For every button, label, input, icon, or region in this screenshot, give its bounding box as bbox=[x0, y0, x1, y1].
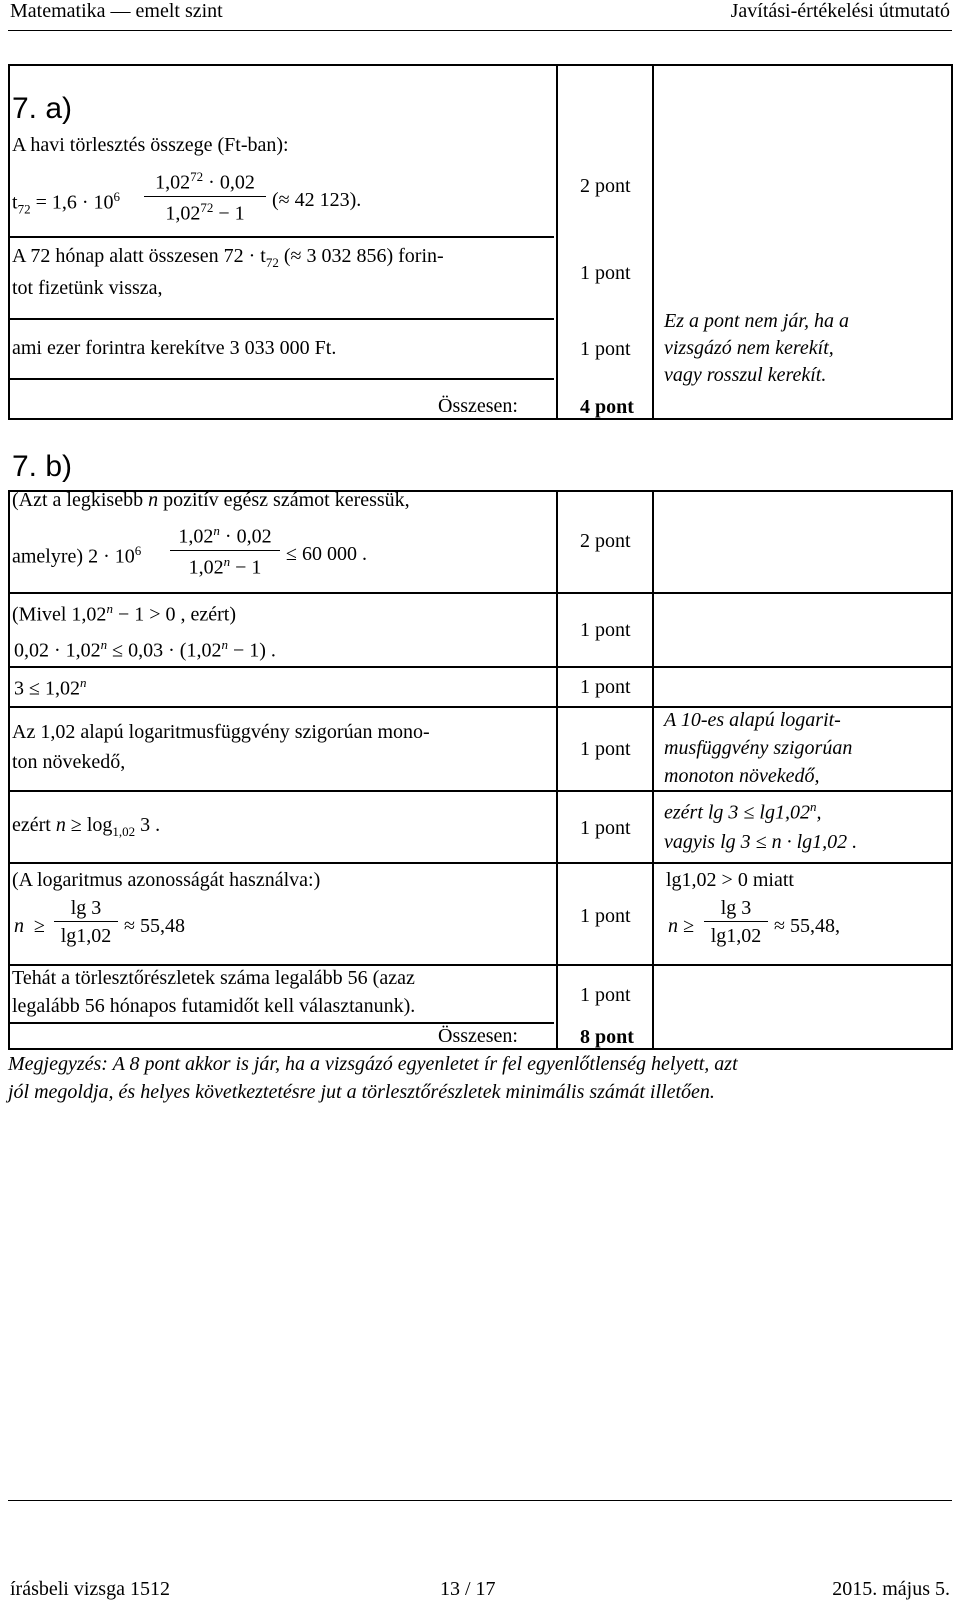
section-title: 7. a) bbox=[12, 92, 73, 125]
header-doc-type: Javítási-értékelési útmutató bbox=[730, 0, 950, 22]
points: 1 pont bbox=[580, 905, 631, 927]
footer-rule bbox=[8, 1500, 952, 1501]
text-line: ezért $n \ge \log_{1,02} 3$ . bbox=[12, 814, 161, 839]
formula-fraction: lg 3 lg1,02 bbox=[54, 898, 118, 946]
footer-exam-id: írásbeli vizsga 1512 bbox=[10, 1578, 170, 1600]
formula-approx: (≈ 42 123). bbox=[272, 189, 362, 211]
formula-rhs: ≤ 60 000 . bbox=[286, 543, 367, 565]
grading-note: ezért $\lg 3 \le \lg 1,02^n$, bbox=[664, 799, 822, 824]
text-line: (A logaritmus azonosságát használva:) bbox=[12, 869, 321, 891]
text-line: Tehát a törlesztőrészletek száma legalább 56 (azaz bbox=[12, 967, 415, 989]
grading-note: vagyis lg 3 ≤ n · lg1,02 . bbox=[664, 831, 858, 853]
points: 1 pont bbox=[580, 338, 631, 360]
remark: Megjegyzés: A 8 pont akkor is jár, ha a vizsgázó egyenletet ír fel egyenlőtlenség helyett, azt bbox=[8, 1053, 738, 1075]
section-title: 7. b) bbox=[12, 450, 73, 483]
text-line: legalább 56 hónapos futamidőt kell választanunk). bbox=[12, 995, 416, 1017]
total-points: 4 pont bbox=[580, 396, 634, 418]
formula-ge: ≥ bbox=[34, 915, 45, 937]
page-number: 13 / 17 bbox=[440, 1578, 496, 1600]
text-line: A 72 hónap alatt összesen $72 \cdot t_{72}$ (≈ 3 032 856) forin- bbox=[12, 245, 444, 270]
page-header bbox=[0, 0, 960, 40]
text-line: Az 1,02 alapú logaritmusfüggvény szigorúan mono- bbox=[12, 721, 430, 743]
text-line: amelyre) $2 \cdot 10^6$ bbox=[12, 543, 142, 568]
header-rule bbox=[8, 30, 952, 31]
text-line: $0,02 \cdot 1,02^n \le 0,03 \cdot (1,02^n - 1)$ . bbox=[14, 637, 276, 662]
points: 2 pont bbox=[580, 175, 631, 197]
grading-note: Ez a pont nem jár, ha a bbox=[664, 310, 849, 332]
text-line: ami ezer forintra kerekítve 3 033 000 Ft. bbox=[12, 337, 337, 359]
points: 1 pont bbox=[580, 817, 631, 839]
points: 2 pont bbox=[580, 530, 631, 552]
text-line: (Azt a legkisebb n pozitív egész számot keressük, bbox=[12, 489, 410, 511]
grading-note: vizsgázó nem kerekít, bbox=[664, 337, 834, 359]
grading-note: monoton növekedő, bbox=[664, 765, 820, 787]
header-subject: Matematika — emelt szint bbox=[10, 0, 223, 22]
note-formula-approx: ≈ 55,48, bbox=[774, 915, 840, 937]
text-line: $3 \le 1,02^n$ bbox=[14, 675, 87, 700]
grading-note: A 10-es alapú logarit- bbox=[664, 709, 841, 731]
text-line: (Mivel $1,02^n - 1 > 0$ , ezért) bbox=[12, 601, 237, 626]
points: 1 pont bbox=[580, 676, 631, 698]
points: 1 pont bbox=[580, 738, 631, 760]
note-formula-n: n ≥ bbox=[668, 915, 694, 937]
remark: jól megoldja, és helyes következtetésre jut a törlesztőrészletek minimális számát illetően. bbox=[8, 1081, 715, 1103]
grading-note: lg1,02 > 0 miatt bbox=[666, 869, 794, 891]
formula-fraction: $1,02^{72} \cdot 0,02$ $1,02^{72} - 1$ bbox=[144, 170, 266, 223]
note-formula-fraction: lg 3 lg1,02 bbox=[704, 898, 768, 946]
total-label: Összesen: bbox=[438, 395, 518, 417]
text-line: tot fizetünk vissza, bbox=[12, 277, 163, 299]
formula-lhs: $t_{72} = 1,6 \cdot 10^6$ bbox=[12, 189, 121, 217]
points: 1 pont bbox=[580, 984, 631, 1006]
footer-date: 2015. május 5. bbox=[832, 1578, 950, 1600]
text-line: ton növekedő, bbox=[12, 751, 126, 773]
total-points: 8 pont bbox=[580, 1026, 634, 1048]
grading-note: musfüggvény szigorúan bbox=[664, 737, 853, 759]
points: 1 pont bbox=[580, 262, 631, 284]
formula-fraction: $1,02^n \cdot 0,02$ $1,02^n - 1$ bbox=[170, 524, 280, 577]
text-line: A havi törlesztés összege (Ft-ban): bbox=[12, 134, 289, 156]
formula-approx: ≈ 55,48 bbox=[124, 915, 185, 937]
total-label: Összesen: bbox=[438, 1025, 518, 1047]
points: 1 pont bbox=[580, 619, 631, 641]
grading-note: vagy rosszul kerekít. bbox=[664, 364, 827, 386]
formula-n: n bbox=[14, 915, 24, 937]
